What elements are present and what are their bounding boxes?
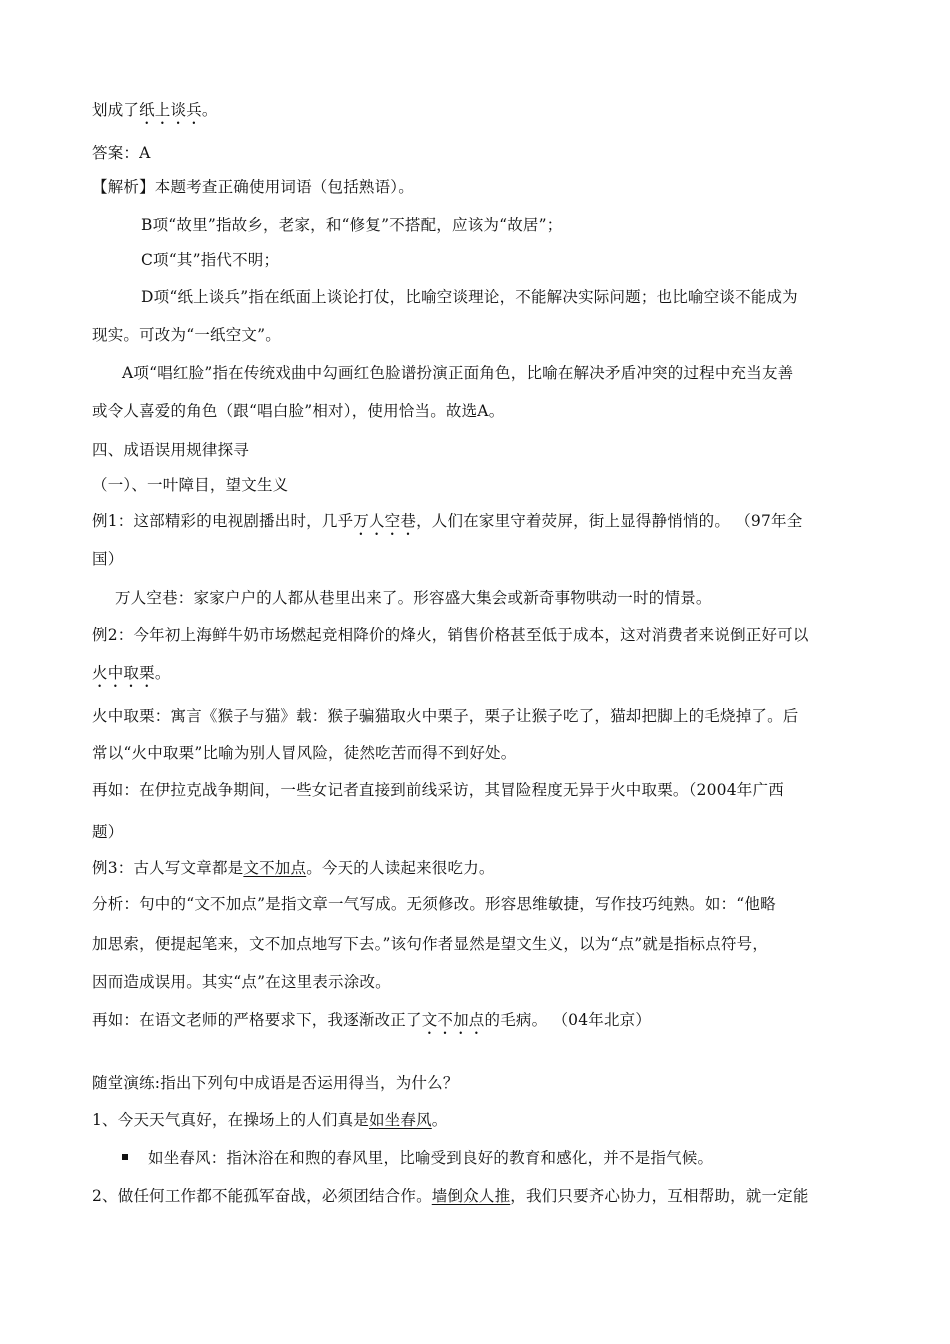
bullet-icon (122, 1154, 128, 1160)
text-line: 现实。可改为“一纸空文”。 (92, 326, 281, 344)
line-text: 。 (201, 101, 218, 119)
idiom-emphasis: 火中取栗 (92, 664, 155, 682)
idiom-underlined: 墙倒众人推 (431, 1187, 511, 1205)
example-line (92, 511, 802, 539)
line-text: 2、做任何工作都不能孤军奋战，必须团结合作。 (92, 1187, 432, 1205)
question-line (92, 1186, 809, 1206)
line-text: ，我们只要齐心协力，互相帮助，就一定能 (510, 1187, 809, 1205)
definition-line: 万人空巷：家家户户的人都从巷里出来了。形容盛大集会或新奇事物哄动一时的情景。 (115, 589, 712, 607)
text-line: 因而造成误用。其实“点”在这里表示涂改。 (92, 973, 391, 991)
text-line: C项“其”指代不明； (141, 251, 280, 269)
text-line: D项“纸上谈兵”指在纸面上谈论打仗，比喻空谈理论，不能解决实际问题；也比喻空谈不能成为 (141, 288, 798, 306)
text-line (92, 100, 218, 128)
text-line: 题） (92, 823, 124, 841)
example-line (92, 858, 495, 878)
text-line (92, 1010, 651, 1038)
idiom-emphasis: 万人空巷 (353, 512, 417, 530)
example-line: 例2：今年初上海鲜牛奶市场燃起竞相降价的烽火，销售价格甚至低于成本，这对消费者来说倒正好可以 (92, 626, 809, 644)
idiom-underlined: 如坐春风 (368, 1111, 432, 1129)
line-text: ，人们在家里守着荧屏，街上显得静悄悄的。 （97年全 (416, 512, 803, 530)
section-heading: 四、成语误用规律探寻 (92, 441, 250, 459)
subsection-heading: （一）、一叶障目，望文生义 (92, 476, 289, 494)
text-line: B项“故里”指故乡，老家，和“修复”不搭配，应该为“故居”； (141, 216, 563, 234)
line-text: 。 (154, 664, 171, 682)
text-line: A项“唱红脸”指在传统戏曲中勾画红色脸谱扮演正面角色，比喻在解决矛盾冲突的过程中充当友善 (122, 364, 794, 382)
line-text: 例3：古人写文章都是 (92, 859, 244, 877)
practice-heading: 随堂演练:指出下列句中成语是否运用得当，为什么？ (92, 1074, 459, 1092)
text-line: 加思索，便提起笔来，文不加点地写下去。”该句作者显然是望文生义，以为“点”就是指标点符号， (92, 935, 769, 953)
line-text: 。今天的人读起来很吃力。 (306, 859, 495, 877)
line-text: 1、今天天气真好，在操场上的人们真是 (92, 1111, 369, 1129)
analysis-line: 分析：句中的“文不加点”是指文章一气写成。无须修改。形容思维敏捷，写作技巧纯熟。如：“他略 (92, 895, 776, 913)
text-line: 再如：在伊拉克战争期间，一些女记者直接到前线采访，其冒险程度无异于火中取栗。（2004年广西 (92, 781, 784, 799)
line-text: 划成了 (92, 101, 140, 119)
text-line (92, 663, 171, 691)
text-line: 或令人喜爱的角色（跟“唱白脸”相对），使用恰当。故选A。 (92, 402, 505, 420)
idiom-emphasis: 纸上谈兵 (139, 101, 202, 119)
line-text: 如坐春风：指沐浴在和煦的春风里，比喻受到良好的教育和感化，并不是指气候。 (148, 1149, 714, 1167)
text-line: 国） (92, 550, 124, 568)
bullet-item (122, 1148, 713, 1168)
text-line: 常以“火中取栗”比喻为别人冒风险，徒然吃苦而得不到好处。 (92, 744, 517, 762)
line-text: 例1：这部精彩的电视剧播出时，几乎 (92, 512, 354, 530)
question-line (92, 1110, 447, 1130)
answer-line: 答案：A (92, 144, 151, 162)
definition-line: 火中取栗：寓言《猴子与猫》载：猴子骗猫取火中栗子，栗子让猴子吃了，猫却把脚上的毛烧掉了。后 (92, 707, 799, 725)
line-text: 再如：在语文老师的严格要求下，我逐渐改正了 (92, 1011, 422, 1029)
idiom-emphasis: 文不加点 (421, 1011, 485, 1029)
line-text: 的毛病。 （04年北京） (484, 1011, 652, 1029)
line-text: 。 (431, 1111, 448, 1129)
idiom-underlined: 文不加点 (243, 859, 307, 877)
analysis-heading: 【解析】本题考查正确使用词语（包括熟语）。 (92, 178, 414, 196)
